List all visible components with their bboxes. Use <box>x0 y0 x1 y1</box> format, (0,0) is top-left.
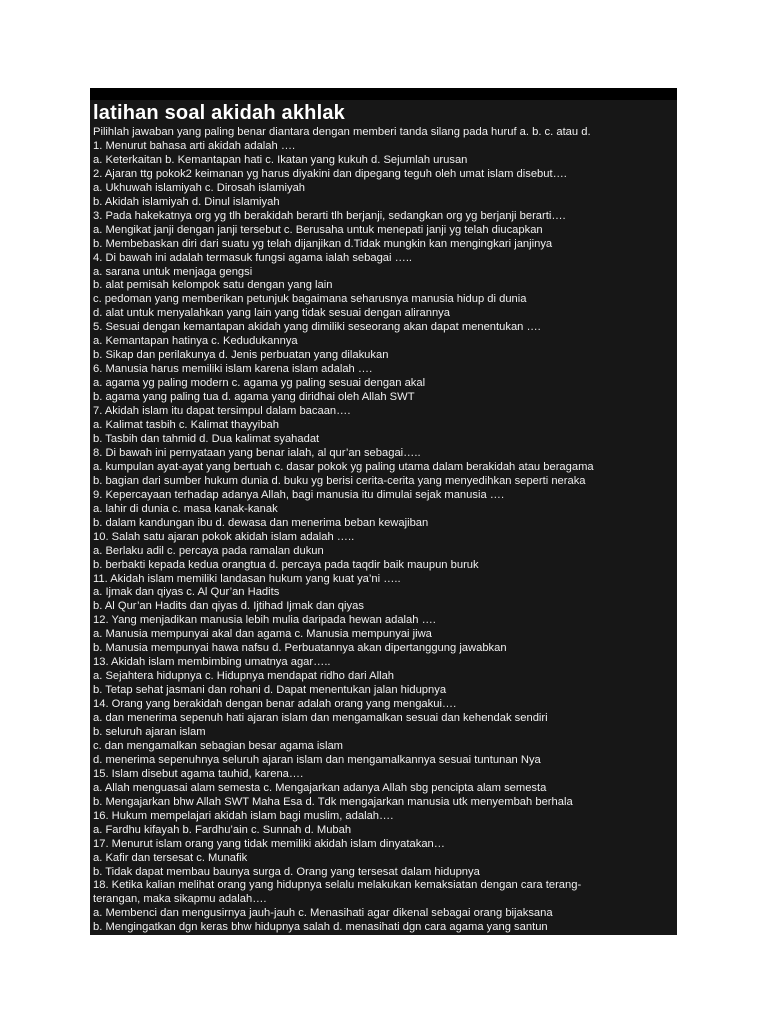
text-line: d. alat untuk menyalahkan yang lain yang tidak sesuai dengan alirannya <box>93 307 451 320</box>
text-line: a. Allah menguasai alam semesta c. Mengajarkan adanya Allah sbg pencipta alam semesta <box>93 781 547 794</box>
text-line: 12. Yang menjadikan manusia lebih mulia daripada hewan adalah …. <box>93 614 436 627</box>
text-line: b. Sikap dan perilakunya d. Jenis perbuatan yang dilakukan <box>93 349 389 362</box>
text-line: b. alat pemisah kelompok satu dengan yang lain <box>93 279 333 292</box>
text-line: a. dan menerima sepenuh hati ajaran islam dan mengamalkan sesuai dan kehendak sendiri <box>93 712 548 725</box>
text-line: d. menerima sepenuhnya seluruh ajaran islam dan mengamalkannya sesuai tuntunan Nya <box>93 753 541 766</box>
text-line: 9. Kepercayaan terhadap adanya Allah, bagi manusia itu dimulai sejak manusia …. <box>93 488 505 501</box>
text-line: 8. Di bawah ini pernyataan yang benar ialah, al qur’an sebagai….. <box>93 446 421 459</box>
text-line: a. Kafir dan tersesat c. Munafik <box>93 851 248 864</box>
text-line: a. Keterkaitan b. Kemantapan hati c. Ikatan yang kukuh d. Sejumlah urusan <box>93 153 468 166</box>
text-line: a. Ijmak dan qiyas c. Al Qur’an Hadits <box>93 586 280 599</box>
text-line: b. dalam kandungan ibu d. dewasa dan menerima beban kewajiban <box>93 516 429 529</box>
text-line: b. Tetap sehat jasmani dan rohani d. Dapat menentukan jalan hidupnya <box>93 684 447 697</box>
text-line: 2. Ajaran ttg pokok2 keimanan yg harus diyakini dan dipegang teguh oleh umat islam disebut…. <box>93 167 567 180</box>
text-line: 13. Akidah islam membimbing umatnya agar….. <box>93 656 331 669</box>
text-line: a. Mengikat janji dengan janji tersebut c. Berusaha untuk menepati janji yg telah diucapkan <box>93 223 543 236</box>
text-line: a. lahir di dunia c. masa kanak-kanak <box>93 502 278 515</box>
text-line: b. Membebaskan diri dari suatu yg telah dijanjikan d.Tidak mungkin kan mengingkari janjinya <box>93 237 553 250</box>
document-page <box>90 88 677 935</box>
text-line: 3. Pada hakekatnya org yg tlh berakidah berarti tlh berjanji, sedangkan org yg berjanji berarti…. <box>93 209 566 222</box>
document-content <box>90 100 677 935</box>
text-line: 1. Menurut bahasa arti akidah adalah …. <box>93 139 296 152</box>
text-line: 5. Sesuai dengan kemantapan akidah yang dimiliki seseorang akan dapat menentukan …. <box>93 321 541 334</box>
text-line: a. Fardhu kifayah b. Fardhu’ain c. Sunnah d. Mubah <box>93 823 352 836</box>
text-line: b. Tasbih dan tahmid d. Dua kalimat syahadat <box>93 432 320 445</box>
text-line: b. Tidak dapat membau baunya surga d. Orang yang tersesat dalam hidupnya <box>93 865 480 878</box>
text-line: 4. Di bawah ini adalah termasuk fungsi agama ialah sebagai ….. <box>93 251 413 264</box>
text-line: terangan, maka sikapmu adalah…. <box>93 893 267 906</box>
text-line: b. Mengajarkan bhw Allah SWT Maha Esa d. Tdk mengajarkan manusia utk menyembah berhala <box>93 795 573 808</box>
text-line: 16. Hukum mempelajari akidah islam bagi muslim, adalah…. <box>93 809 394 822</box>
text-line: b. seluruh ajaran islam <box>93 725 206 738</box>
text-line: 18. Ketika kalian melihat orang yang hidupnya selalu melakukan kemaksiatan dengan cara terang- <box>93 879 582 892</box>
text-line: a. Manusia mempunyai akal dan agama c. Manusia mempunyai jiwa <box>93 628 432 641</box>
text-line: a. Berlaku adil c. percaya pada ramalan dukun <box>93 544 324 557</box>
text-line: c. dan mengamalkan sebagian besar agama islam <box>93 739 343 752</box>
text-line: a. Membenci dan mengusirnya jauh-jauh c. Menasihati agar dikenal sebagai orang bijaksana <box>93 907 553 920</box>
text-line: a. Kemantapan hatinya c. Kedudukannya <box>93 335 298 348</box>
text-line: 7. Akidah islam itu dapat tersimpul dalam bacaan…. <box>93 405 351 418</box>
text-line: b. berbakti kepada kedua orangtua d. percaya pada taqdir baik maupun buruk <box>93 558 479 571</box>
text-line: Pilihlah jawaban yang paling benar diantara dengan memberi tanda silang pada huruf a. b. c. atau d. <box>93 126 591 138</box>
text-line: b. Al Qur’an Hadits dan qiyas d. Ijtihad Ijmak dan qiyas <box>93 600 364 613</box>
text-line: 10. Salah satu ajaran pokok akidah islam adalah ….. <box>93 530 355 543</box>
text-line: a. kumpulan ayat-ayat yang bertuah c. dasar pokok yg paling utama dalam berakidah atau beragama <box>93 460 594 473</box>
text-line: 17. Menurut islam orang yang tidak memiliki akidah islam dinyatakan… <box>93 837 445 850</box>
text-line: b. agama yang paling tua d. agama yang diridhai oleh Allah SWT <box>93 391 415 404</box>
text-line: 14. Orang yang berakidah dengan benar adalah orang yang mengakui…. <box>93 698 457 711</box>
text-line: b. bagian dari sumber hukum dunia d. buku yg berisi cerita-cerita yang menyedihkan seperti neraka <box>93 474 586 487</box>
text-line: a. Sejahtera hidupnya c. Hidupnya mendapat ridho dari Allah <box>93 670 395 683</box>
text-line: 6. Manusia harus memiliki islam karena islam adalah …. <box>93 363 373 376</box>
text-line: a. Ukhuwah islamiyah c. Dirosah islamiyah <box>93 181 306 194</box>
text-line: a. sarana untuk menjaga gengsi <box>93 265 253 278</box>
page-top-bar <box>90 88 677 100</box>
text-line: c. pedoman yang memberikan petunjuk bagaimana seharusnya manusia hidup di dunia <box>93 293 527 306</box>
text-line: a. Kalimat tasbih c. Kalimat thayyibah <box>93 419 279 432</box>
text-line: b. Mengingatkan dgn keras bhw hidupnya salah d. menasihati dgn cara agama yang santun <box>93 921 548 934</box>
text-line: b. Akidah islamiyah d. Dinul islamiyah <box>93 195 280 208</box>
text-line: a. agama yg paling modern c. agama yg paling sesuai dengan akal <box>93 377 426 390</box>
text-line: 11. Akidah islam memiliki landasan hukum yang kuat ya’ni ….. <box>93 572 401 585</box>
text-line: b. Manusia mempunyai hawa nafsu d. Perbuatannya akan dipertanggung jawabkan <box>93 642 507 655</box>
document-title: latihan soal akidah akhlak <box>93 102 345 124</box>
text-line: 15. Islam disebut agama tauhid, karena…. <box>93 767 304 780</box>
question-list <box>93 126 675 935</box>
